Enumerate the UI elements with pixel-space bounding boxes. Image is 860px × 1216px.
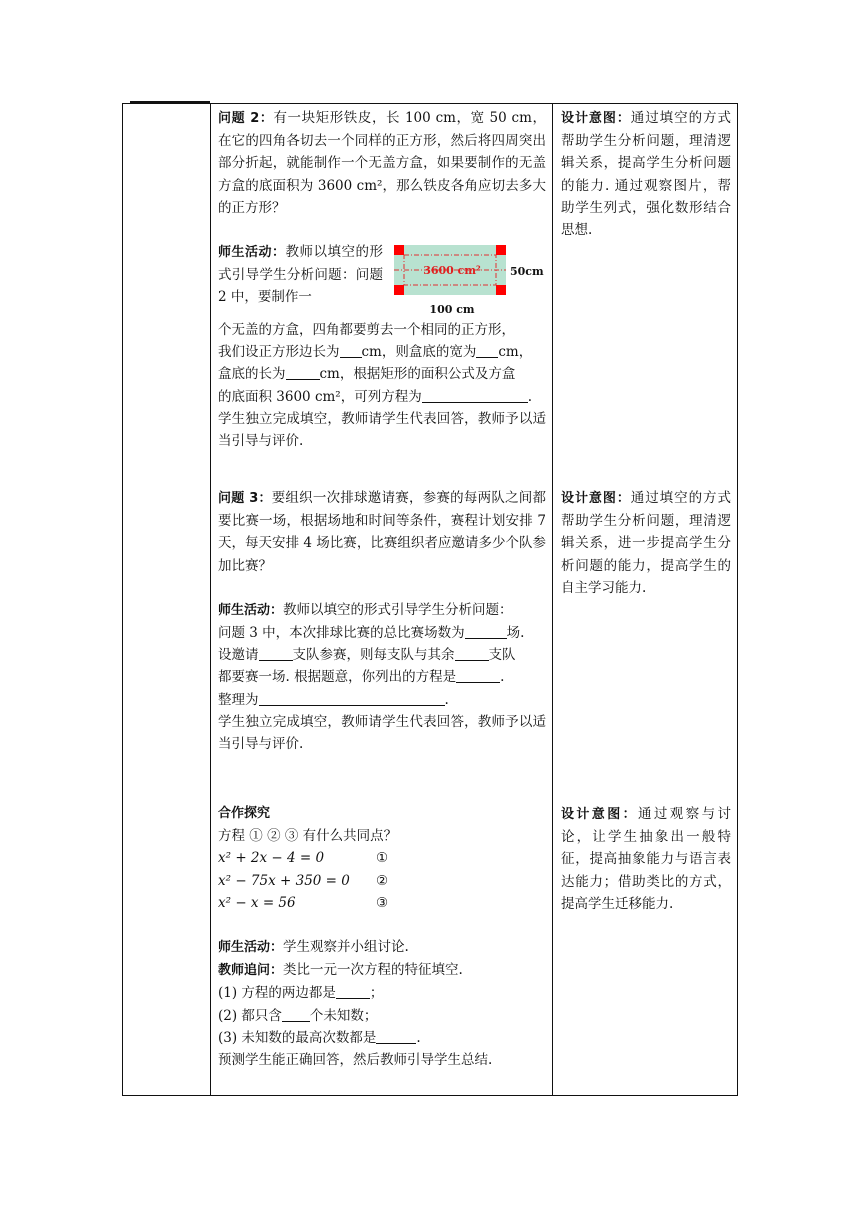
blank[interactable] bbox=[476, 343, 498, 358]
problem-2-activity-heading: 师生活动： bbox=[218, 245, 286, 261]
design-intent-text: 通过观察与讨论，让学生抽象出一般特征，提高抽象能力与语言表达能力；借助类比的方式，提高学生迁移能力. bbox=[561, 806, 731, 912]
equation-lhs: x² − 75x + 350 = 0 bbox=[218, 872, 350, 889]
text: 我们设正方形边长为 bbox=[218, 344, 340, 361]
blank[interactable] bbox=[465, 624, 507, 639]
text: . bbox=[444, 691, 449, 708]
problem-2-text: 有一块矩形铁皮，长 100 cm，宽 50 cm，在它的四角各切去一个同样的正方形，然后将四周突出部分折起，就能制作一个无盖方盒，如果要制作的无盖方盒的底面积为 3600 cm²，那么铁皮各角应切去多大的正方形？ bbox=[218, 110, 546, 216]
text: (2) 都只含 bbox=[218, 1007, 282, 1024]
equation-number: ② bbox=[376, 872, 389, 889]
design-intent-text: 通过填空的方式帮助学生分析问题，理清逻辑关系，进一步提高学生分析问题的能力，提高学生的自主学习能力. bbox=[561, 490, 731, 596]
equation-number: ① bbox=[376, 850, 389, 867]
column-divider-1 bbox=[210, 103, 211, 1096]
text: cm，则盒底的宽为 bbox=[361, 344, 477, 361]
text: 设邀请 bbox=[218, 647, 259, 664]
text: cm， bbox=[498, 344, 533, 361]
blank[interactable] bbox=[336, 984, 370, 999]
blank[interactable] bbox=[422, 388, 528, 403]
text: 个未知数； bbox=[309, 1007, 378, 1024]
design-intent-2 bbox=[561, 487, 731, 599]
cooperate-heading: 合作探究 bbox=[218, 806, 271, 821]
teacher-followup-heading: 教师追问： bbox=[218, 963, 284, 979]
problem-2-activity-with-figure bbox=[218, 241, 546, 319]
blank[interactable] bbox=[455, 646, 489, 661]
text: ； bbox=[369, 985, 384, 1002]
text: 教师以填空的形式引导学生分析问题： bbox=[283, 601, 513, 618]
text: (1) 方程的两边都是 bbox=[218, 985, 336, 1002]
blank[interactable] bbox=[456, 668, 500, 683]
cooperative-exploration bbox=[218, 803, 546, 1071]
text: . bbox=[500, 669, 505, 686]
cooperate-activity-heading: 师生活动： bbox=[218, 940, 284, 956]
design-intent-heading: 设计意图： bbox=[561, 491, 631, 506]
design-intent-3 bbox=[561, 803, 731, 915]
problem-2-activity-lead: 教师以填空的形式引导学生分析问题：问题 2 中，要制作一 bbox=[218, 244, 383, 306]
area-label: 3600 cm² bbox=[423, 264, 481, 278]
problem-3-text: 要组织一次排球邀请赛，参赛的每两队之间都要比赛一场，根据场地和时间等条件，赛程计划安排 7 天，每天安排 4 场比赛，比赛组织者应邀请多少个队参加比赛？ bbox=[218, 490, 546, 574]
problem-3-activity-end: 学生独立完成填空，教师请学生代表回答，教师予以适当引导与评价. bbox=[218, 713, 546, 753]
blank[interactable] bbox=[340, 343, 362, 358]
text: 学生观察并小组讨论. bbox=[283, 939, 409, 956]
problem-3 bbox=[218, 487, 546, 755]
text: 盒底的长为 bbox=[218, 366, 286, 383]
problem-3-activity-heading: 师生活动： bbox=[218, 602, 284, 618]
corner-square-tl bbox=[394, 245, 404, 255]
text: (3) 未知数的最高次数都是 bbox=[218, 1029, 377, 1046]
problem-3-heading: 问题 3： bbox=[218, 491, 272, 506]
text: 类比一元一次方程的特征填空. bbox=[283, 962, 463, 979]
equation-number: ③ bbox=[376, 894, 389, 911]
cooperate-question: 方程 ① ② ③ 有什么共同点？ bbox=[218, 828, 398, 845]
design-intent-heading: 设计意图： bbox=[561, 111, 631, 126]
equation-2 bbox=[218, 870, 546, 892]
corner-square-br bbox=[496, 285, 506, 295]
problem-2-heading: 问题 2： bbox=[218, 111, 274, 126]
equation-1 bbox=[218, 847, 546, 869]
text: 整理为 bbox=[218, 691, 259, 708]
text: . bbox=[527, 388, 533, 405]
length-label: 100 cm bbox=[429, 303, 475, 317]
equation-lhs: x² − x = 56 bbox=[218, 894, 296, 911]
text: cm，根据矩形的面积公式及方盒 bbox=[319, 366, 516, 383]
blank[interactable] bbox=[259, 646, 293, 661]
width-label: 50cm bbox=[510, 265, 544, 279]
cooperate-end: 预测学生能正确回答，然后教师引导学生总结. bbox=[218, 1052, 493, 1069]
text: . bbox=[416, 1029, 421, 1046]
text: 支队参赛，则每支队与其余 bbox=[292, 647, 455, 664]
text: 场. bbox=[506, 625, 525, 642]
problem-2 bbox=[218, 107, 546, 452]
design-intent-1 bbox=[561, 107, 731, 241]
design-intent-text: 通过填空的方式帮助学生分析问题，理清逻辑关系，提高学生分析问题的能力. 通过观察图片，帮助学生列式，强化数形结合思想. bbox=[561, 110, 731, 239]
text: 问题 3 中，本次排球比赛的总比赛场数为 bbox=[218, 625, 465, 642]
blank[interactable] bbox=[259, 691, 445, 706]
design-intent-heading: 设计意图： bbox=[561, 807, 638, 822]
rectangle-sheet-figure bbox=[390, 241, 560, 317]
text: 支队 bbox=[488, 647, 516, 664]
blank[interactable] bbox=[282, 1007, 310, 1022]
equation-3 bbox=[218, 892, 546, 914]
problem-2-activity-line-1: 个无盖的方盒，四角都要剪去一个相同的正方形， bbox=[218, 322, 515, 339]
equation-lhs: x² + 2x − 4 = 0 bbox=[218, 850, 325, 867]
text: 都要赛一场. 根据题意，你列出的方程是 bbox=[218, 669, 457, 686]
corner-square-bl bbox=[394, 285, 404, 295]
blank[interactable] bbox=[286, 365, 320, 380]
problem-2-activity-end: 学生独立完成填空，教师请学生代表回答，教师予以适当引导与评价. bbox=[218, 410, 546, 450]
text: 的底面积 3600 cm²，可列方程为 bbox=[218, 388, 422, 405]
corner-square-tr bbox=[496, 245, 506, 255]
blank[interactable] bbox=[376, 1029, 416, 1044]
